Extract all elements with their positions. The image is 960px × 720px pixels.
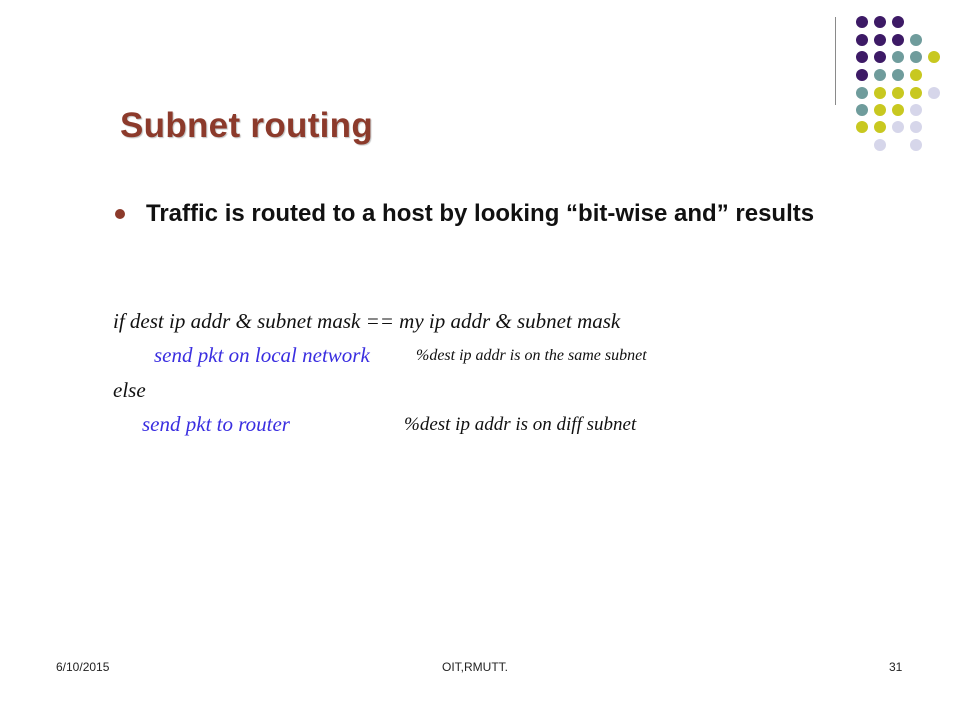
bullet-dot-icon — [115, 209, 125, 219]
code-line-else: else — [113, 378, 146, 402]
code-line-router: send pkt to router — [142, 412, 290, 436]
code-line-if: if dest ip addr & subnet mask == my ip addr & subnet mask — [113, 309, 621, 333]
footer-center-text: OIT,RMUTT. — [442, 660, 508, 674]
code-comment-same-subnet: %dest ip addr is on the same subnet — [416, 347, 647, 364]
bullet-text: Traffic is routed to a host by looking “bit-wise and” results — [146, 200, 815, 227]
slide-title: Subnet routing — [120, 106, 374, 145]
footer-page-number: 31 — [889, 660, 903, 674]
footer-date: 6/10/2015 — [56, 660, 110, 674]
code-line-local: send pkt on local network — [154, 343, 370, 367]
code-comment-diff-subnet: %dest ip addr is on diff subnet — [404, 414, 637, 435]
